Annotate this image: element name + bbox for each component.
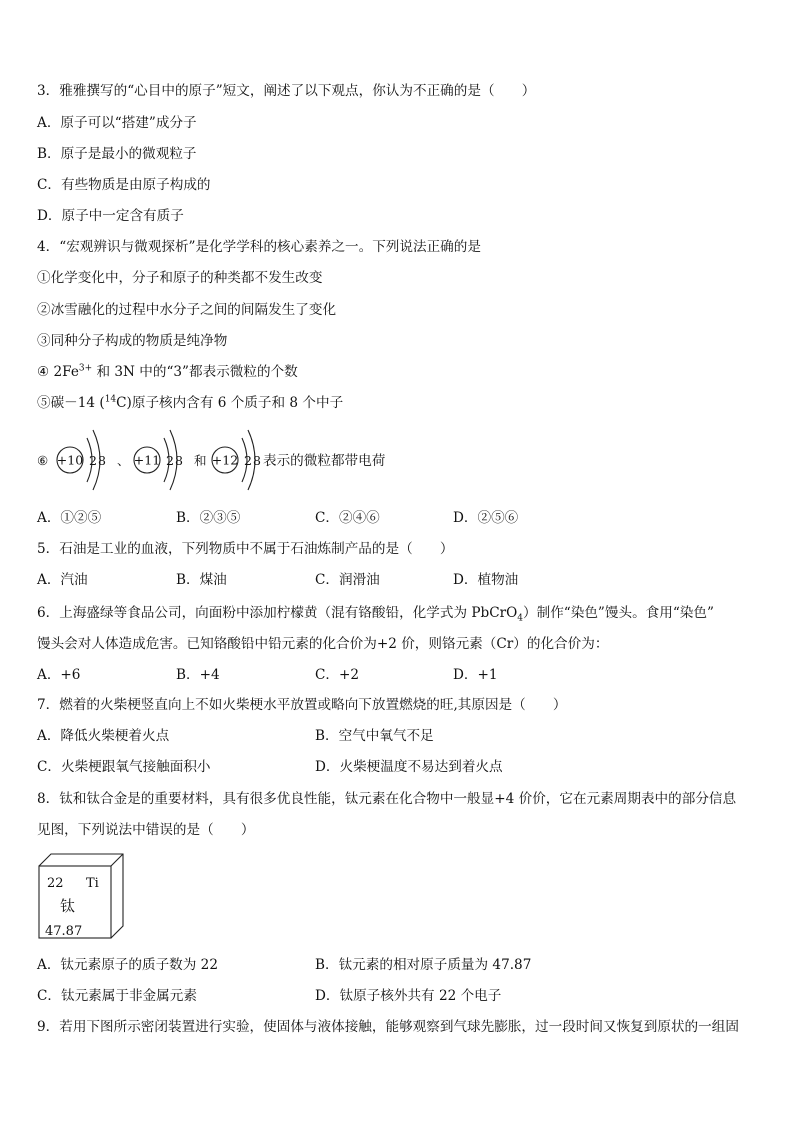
q8-option-d: D．钛原子核外共有 22 个电子	[315, 988, 502, 1004]
nucleus-charge-1: +10	[56, 452, 84, 468]
q4-option-a: A．①②⑤	[37, 510, 102, 526]
q7-option-c: C．火柴梗跟氧气接触面积小	[37, 759, 211, 775]
q4-statement-4: ④ $2Fe^{3+}$ 和 3N 中的“3”都表示微粒的个数	[37, 363, 298, 380]
statement-6-tail: 表示的微粒都带电荷	[263, 453, 386, 469]
q4-option-d: D．②⑤⑥	[453, 510, 519, 526]
nucleus-charge-2: +11	[133, 452, 161, 468]
shell2-electrons-2: 8	[175, 453, 183, 468]
nucleus-charge-3: +12	[211, 452, 239, 468]
q8-stem-line-2: 见图，下列说法中错误的是（ ）	[37, 822, 255, 838]
q4-statement-3: ③同种分子构成的物质是纯净物	[37, 333, 228, 349]
shell1-electrons-1: 2	[89, 453, 97, 468]
q8-option-c: C．钛元素属于非金属元素	[37, 988, 197, 1004]
q5-stem: 5．石油是工业的血液，下列物质中不属于石油炼制产品的是（ ）	[37, 541, 454, 557]
shell1-electrons-3: 2	[244, 453, 252, 468]
element-atomic-number: 22	[47, 876, 64, 891]
q5-option-a: A．汽油	[37, 572, 88, 588]
element-name: 钛	[60, 897, 76, 915]
q6-option-c: C．+2	[315, 667, 360, 683]
shell2-electrons-1: 8	[98, 453, 106, 468]
q3-option-c: C．有些物质是由原子构成的	[37, 177, 211, 193]
atomic-structure-diagrams	[37, 424, 277, 496]
q3-stem: 3．雅雅撰写的“心目中的原子”短文，阐述了以下观点，你认为不正确的是（ ）	[37, 83, 536, 99]
q6-stem-line-1: 6．上海盛绿等食品公司，向面粉中添加柠檬黄（混有铬酸铅，化学式为 PbCrO$_4$）制作“染色”馒头。食用“染色”	[37, 605, 714, 624]
element-symbol: Ti	[86, 876, 99, 891]
shell1-electrons-2: 2	[166, 453, 174, 468]
shell2-electrons-3: 8	[253, 453, 261, 468]
q6-option-a: A．+6	[37, 667, 81, 683]
q4-stem: 4．“宏观辨识与微观探析”是化学学科的核心素养之一。下列说法正确的是	[37, 239, 481, 255]
q4-statement-6	[37, 424, 457, 496]
q8-stem-line-1: 8．钛和钛合金是的重要材料，具有很多优良性能，钛元素在化合物中一般显+4 价价，它在元素周期表中的部分信息	[37, 791, 737, 807]
q3-option-d: D．原子中一定含有质子	[37, 208, 184, 224]
q3-option-b: B．原子是最小的微观粒子	[37, 146, 197, 162]
separator-2: 和	[194, 453, 207, 468]
q4-statement-5: ⑤碳－14 ($^{14}$C)原子核内含有 6 个质子和 8 个中子	[37, 394, 344, 411]
statement-6-marker: ⑥	[37, 453, 49, 468]
q4-statement-2: ②冰雪融化的过程中水分子之间的间隔发生了变化	[37, 302, 337, 318]
q9-stem-line-1: 9．若用下图所示密闭装置进行实验，使固体与液体接触，能够观察到气球先膨胀，过一段时间又恢复到原状的一组固	[37, 1019, 739, 1035]
q6-stem-line-2: 馒头会对人体造成危害。已知铬酸铅中铅元素的化合价为+2 价，则铬元素（Cr）的化合价为：	[37, 636, 609, 652]
q7-stem: 7．燃着的火柴梗竖直向上不如火柴梗水平放置或略向下放置燃烧的旺,其原因是（ ）	[37, 697, 567, 713]
q8-option-b: B．钛元素的相对原子质量为 47.87	[315, 957, 532, 973]
q7-option-a: A．降低火柴梗着火点	[37, 728, 170, 744]
q7-option-d: D．火柴梗温度不易达到着火点	[315, 759, 503, 775]
q3-option-a: A．原子可以“搭建”成分子	[37, 115, 197, 131]
tile-depth-edge	[111, 854, 123, 866]
q6-option-d: D．+1	[453, 667, 498, 683]
q4-option-b: B．②③⑤	[176, 510, 241, 526]
q4-statement-1: ①化学变化中，分子和原子的种类都不发生改变	[37, 270, 323, 286]
element-atomic-mass: 47.87	[45, 924, 83, 939]
q5-option-b: B．煤油	[176, 572, 227, 588]
separator-1: 、	[117, 453, 130, 468]
q6-option-b: B．+4	[176, 667, 220, 683]
q5-option-c: C．润滑油	[315, 572, 380, 588]
q8-option-a: A．钛元素原子的质子数为 22	[37, 957, 218, 973]
q7-option-b: B．空气中氧气不足	[315, 728, 434, 744]
q4-option-c: C．②④⑥	[315, 510, 380, 526]
q5-option-d: D．植物油	[453, 572, 519, 588]
